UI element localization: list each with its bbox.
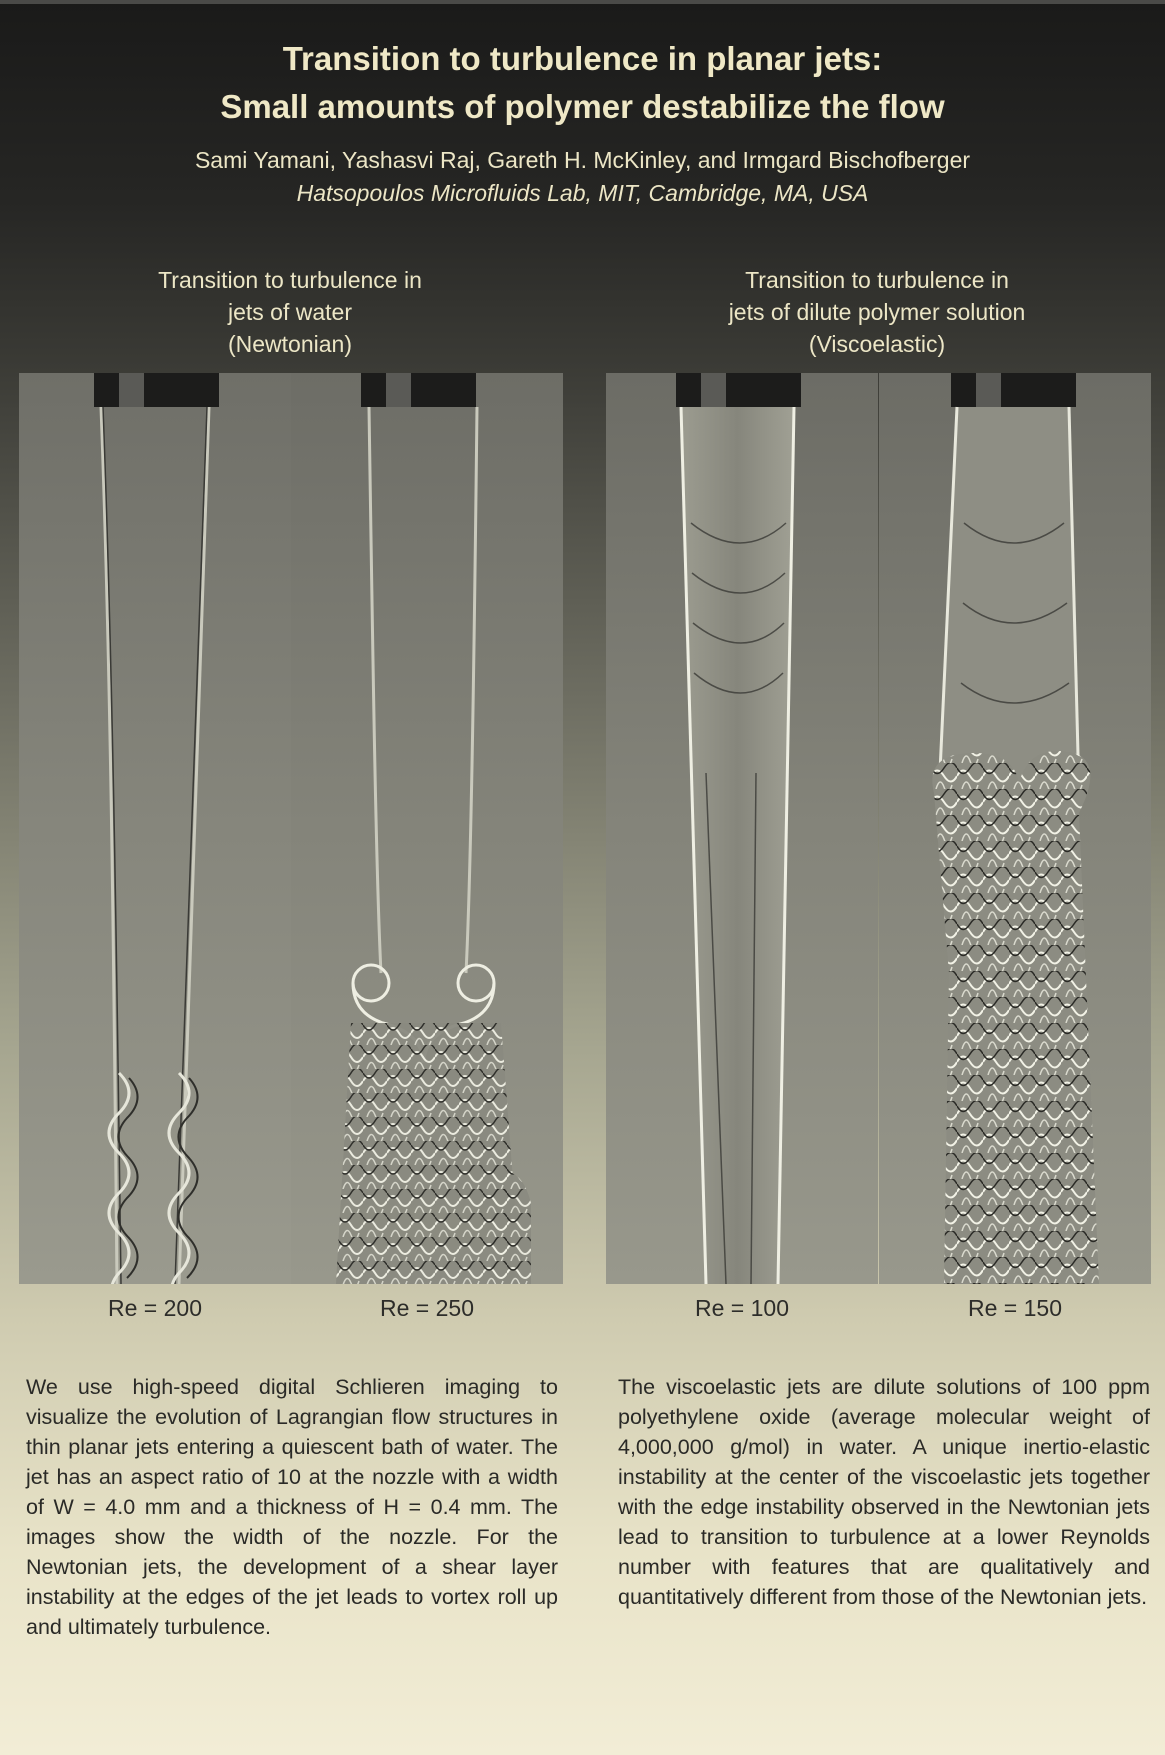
heading-line: jets of water xyxy=(228,299,352,325)
schlieren-image-viscoelastic-re100 xyxy=(606,373,878,1284)
author-list: Sami Yamani, Yashasvi Raj, Gareth H. McKinley, and Irmgard Bischofberger xyxy=(194,147,971,173)
heading-line: Transition to turbulence in xyxy=(745,267,1009,293)
viscoelastic-description: The viscoelastic jets are dilute solutions of 100 ppm polyethylene oxide (average molecular weight of 4,000,000 g/mol) in water. A unique inertio-elastic instability at the center of the viscoelastic jets together with the edge instability observed in the Newtonian jets lead to transition to turbulence at a lower Reynolds number with features that are qualitatively and quantitatively different from those of the Newtonian jets. xyxy=(618,1375,1150,1609)
heading-line: (Newtonian) xyxy=(228,331,352,357)
poster-title-line-2: Small amounts of polymer destabilize the flow xyxy=(220,88,945,125)
reynolds-label: Re = 250 xyxy=(380,1295,474,1321)
heading-line: Transition to turbulence in xyxy=(158,267,422,293)
poster-title-line-1: Transition to turbulence in planar jets: xyxy=(282,40,883,77)
newtonian-column-heading xyxy=(40,264,540,360)
heading-line: jets of dilute polymer solution xyxy=(728,299,1026,325)
heading-line: (Viscoelastic) xyxy=(808,331,946,357)
affiliation: Hatsopoulos Microfluids Lab, MIT, Cambridge, MA, USA xyxy=(296,180,869,206)
schlieren-image-viscoelastic-re150 xyxy=(879,373,1151,1284)
reynolds-label: Re = 150 xyxy=(968,1295,1062,1321)
reynolds-label: Re = 100 xyxy=(695,1295,789,1321)
top-border xyxy=(0,0,1165,4)
reynolds-label: Re = 200 xyxy=(108,1295,202,1321)
schlieren-image-newtonian-re250 xyxy=(291,373,563,1284)
schlieren-image-newtonian-re200 xyxy=(19,373,291,1284)
viscoelastic-column-heading xyxy=(627,264,1127,360)
newtonian-description: We use high-speed digital Schlieren imaging to visualize the evolution of Lagrangian flow structures in thin planar jets entering a quiescent bath of water. The jet has an aspect ratio of 10 at the nozzle with a width of W = 4.0 mm and a thickness of H = 0.4 mm. The images show the width of the nozzle. For the Newtonian jets, the development of a shear layer instability at the edges of the jet leads to vortex roll up and ultimately turbulence. xyxy=(26,1375,558,1639)
